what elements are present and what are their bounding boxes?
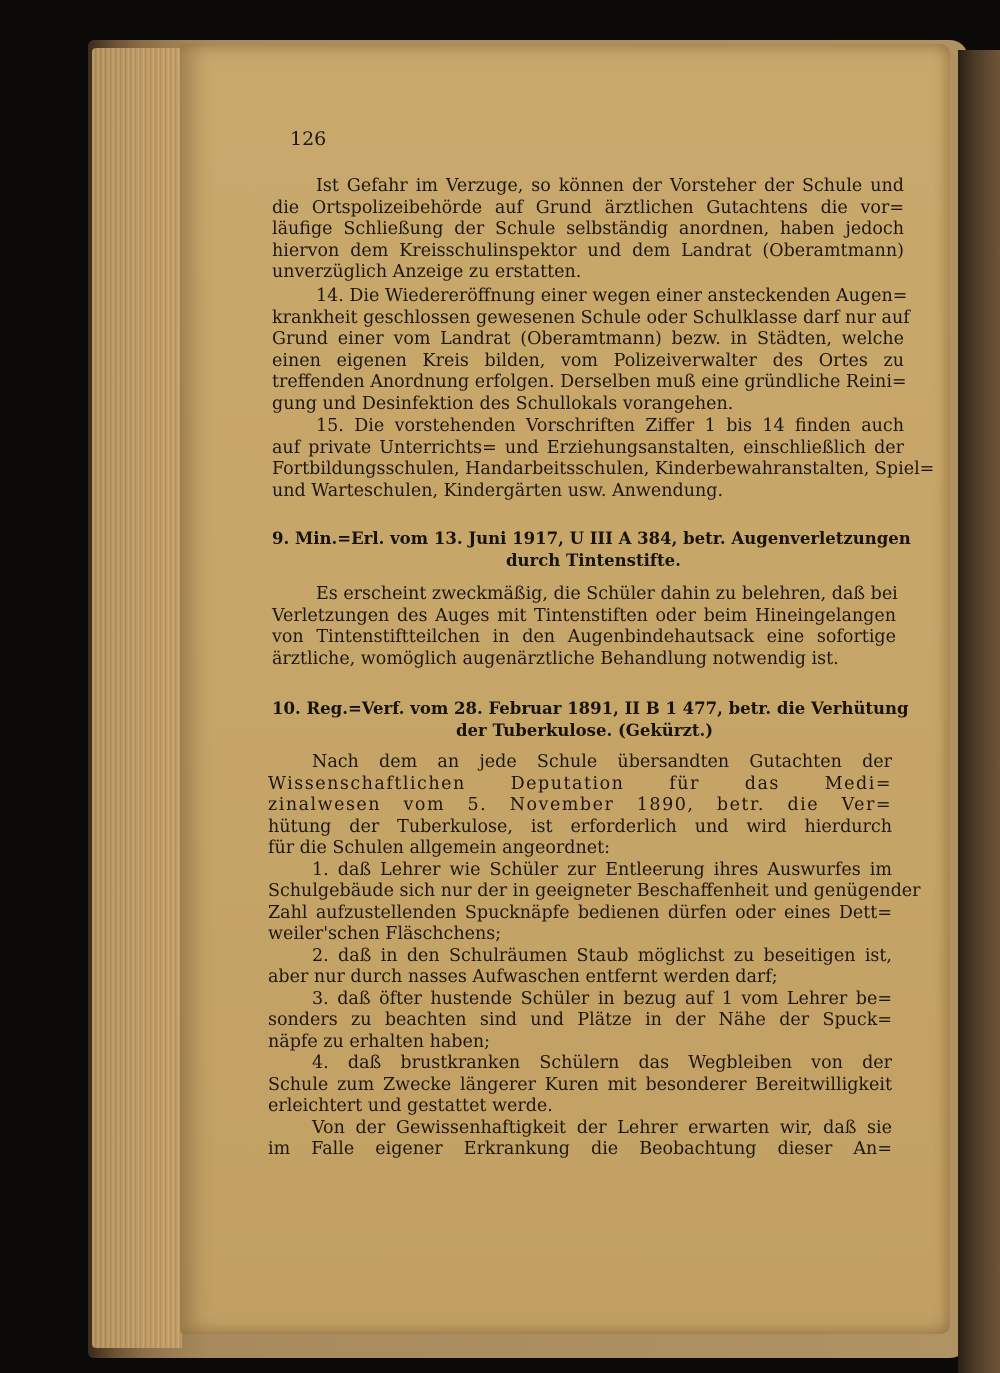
section-10-heading [272, 698, 909, 742]
section-9-body [272, 584, 896, 670]
text-line: Ist Gefahr im Verzuge, so können der Vorsteher der Schule und [316, 176, 904, 196]
text-line: weiler'schen Fläschchens; [268, 924, 502, 944]
heading-line: der Tuberkulose. (Gekürzt.) [456, 721, 713, 740]
heading-line: 9. Min.=Erl. vom 13. Juni 1917, U III A 384, betr. Augenverletzungen [272, 529, 911, 548]
page-number: 126 [290, 128, 327, 150]
paragraph-14-reopening [272, 286, 910, 415]
text-line: im Falle eigener Erkrankung die Beobachtung dieser An= [268, 1139, 892, 1159]
text-line: Zahl aufzustellenden Spucknäpfe bedienen dürfen oder eines Dett= [268, 902, 892, 923]
list-item-2: 2. daß in den Schulräumen Staub möglichst zu beseitigen ist, [312, 945, 892, 966]
text-line: läufige Schließung der Schule selbständig anordnen, haben jedoch [272, 219, 904, 239]
text-line: Schulgebäude sich nur der in geeigneter Beschaffenheit und genügender [268, 881, 921, 901]
text-line: Wissenschaftlichen Deputation für das Medi= [268, 773, 892, 794]
text-line: Verletzungen des Auges mit Tintenstiften oder beim Hineingelangen [272, 605, 896, 626]
text-line: und Warteschulen, Kindergärten usw. Anwendung. [272, 480, 724, 501]
text-line: erleichtert und gestattet werde. [268, 1096, 553, 1116]
section-10-body [268, 752, 921, 1161]
page-edges [92, 48, 182, 1348]
text-line: zinalwesen vom 5. November 1890, betr. die Ver= [268, 795, 892, 815]
section-9-heading [272, 528, 911, 572]
text-line: 14. Die Wiedereröffnung einer wegen einer ansteckenden Augen= [316, 286, 908, 306]
text-line: Nach dem an jede Schule übersandten Gutachten der [312, 752, 892, 772]
text-line: unverzüglich Anzeige zu erstatten. [272, 262, 582, 282]
text-line: auf private Unterrichts= und Erziehungsanstalten, einschließlich der [272, 437, 904, 458]
heading-line: durch Tintenstifte. [506, 551, 681, 570]
text-line: für die Schulen allgemein angeordnet: [268, 838, 611, 858]
text-line: sonders zu beachten sind und Plätze in der Nähe der Spuck= [268, 1010, 892, 1030]
facing-page-edge [958, 50, 1000, 1373]
text-line: einen eigenen Kreis bilden, vom Polizeiverwalter des Ortes zu [272, 350, 904, 371]
text-line: 15. Die vorstehenden Vorschriften Ziffer 1 bis 14 finden auch [316, 416, 904, 436]
text-line: Grund einer vom Landrat (Oberamtmann) bezw. in Städten, welche [272, 329, 904, 349]
text-line: hütung der Tuberkulose, ist erforderlich und wird hierdurch [268, 816, 892, 837]
list-item-1: 1. daß Lehrer wie Schüler zur Entleerung ihres Auswurfes im [312, 859, 892, 880]
list-item-3: 3. daß öfter hustende Schüler in bezug auf 1 vom Lehrer be= [312, 988, 892, 1009]
text-line: Schule zum Zwecke längerer Kuren mit besonderer Bereitwilligkeit [268, 1074, 892, 1095]
text-line: von Tintenstiftteilchen in den Augenbindehautsack eine sofortige [272, 627, 896, 647]
text-line: gung und Desinfektion des Schullokals vorangehen. [272, 393, 734, 414]
text-line: näpfe zu erhalten haben; [268, 1031, 491, 1052]
paragraph-15-private-schools [272, 416, 935, 502]
text-line: Es erscheint zweckmäßig, die Schüler dahin zu belehren, daß bei [316, 584, 898, 604]
text-line: die Ortspolizeibehörde auf Grund ärztlichen Gutachtens die vor= [272, 197, 904, 218]
text-line: hiervon dem Kreisschulinspektor und dem Landrat (Oberamtmann) [272, 240, 904, 261]
heading-line: 10. Reg.=Verf. vom 28. Februar 1891, II B 1 477, betr. die Verhütung [272, 699, 909, 718]
text-line: Fortbildungsschulen, Handarbeitsschulen, Kinderbewahranstalten, Spiel= [272, 459, 935, 479]
text-line: krankheit geschlossen gewesenen Schule oder Schulklasse darf nur auf [272, 307, 910, 328]
paragraph-emergency-closure [272, 176, 904, 284]
text-line: Von der Gewissenhaftigkeit der Lehrer erwarten wir, daß sie [312, 1117, 892, 1138]
list-item-4: 4. daß brustkranken Schülern das Wegbleiben von der [312, 1053, 892, 1073]
text-line: aber nur durch nasses Aufwaschen entfernt werden darf; [268, 967, 778, 987]
text-line: treffenden Anordnung erfolgen. Derselben muß eine gründliche Reini= [272, 372, 907, 392]
text-line: ärztliche, womöglich augenärztliche Behandlung notwendig ist. [272, 648, 839, 669]
